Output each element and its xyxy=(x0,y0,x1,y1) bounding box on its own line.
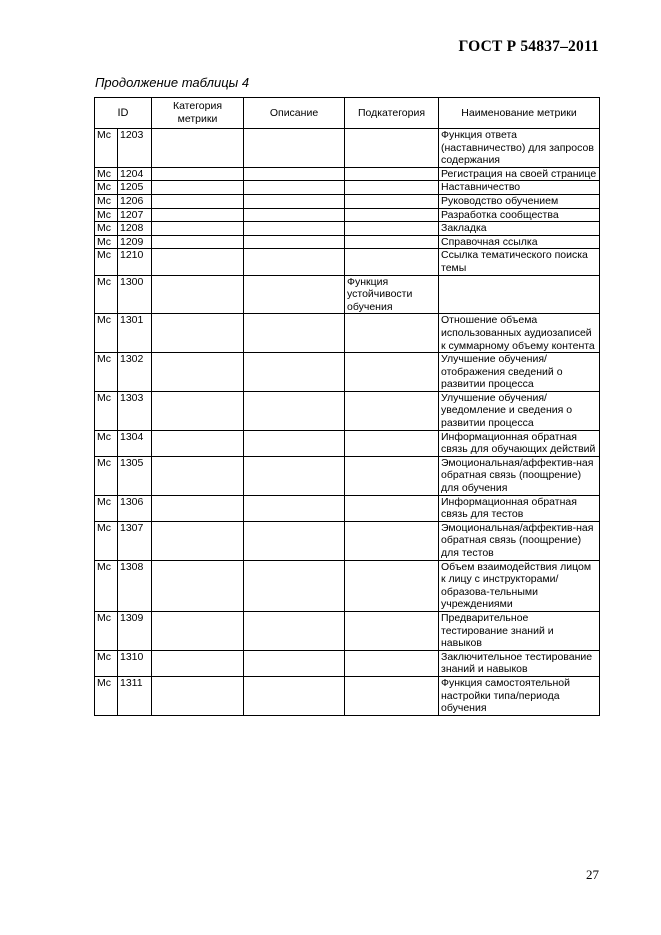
header-category: Категория метрики xyxy=(152,98,244,129)
cell-prefix: Mc xyxy=(95,194,118,208)
cell-prefix: Mc xyxy=(95,456,118,495)
cell-prefix: Mc xyxy=(95,181,118,195)
table-row xyxy=(95,235,600,249)
cell-description xyxy=(244,676,345,715)
cell-metric-name xyxy=(439,275,600,314)
cell-metric-name: Руководство обучением xyxy=(439,194,600,208)
cell-description xyxy=(244,314,345,353)
cell-id: 1305 xyxy=(118,456,152,495)
cell-id: 1204 xyxy=(118,167,152,181)
cell-subcategory xyxy=(345,235,439,249)
cell-category xyxy=(152,353,244,392)
cell-id: 1209 xyxy=(118,235,152,249)
cell-subcategory xyxy=(345,181,439,195)
cell-id: 1311 xyxy=(118,676,152,715)
cell-description xyxy=(244,194,345,208)
cell-metric-name: Наставничество xyxy=(439,181,600,195)
cell-description xyxy=(244,611,345,650)
cell-description xyxy=(244,181,345,195)
cell-id: 1301 xyxy=(118,314,152,353)
cell-category xyxy=(152,167,244,181)
table-row xyxy=(95,208,600,222)
cell-prefix: Mc xyxy=(95,167,118,181)
cell-metric-name: Эмоциональная/аффектив-ная обратная связь (поощрение) для обучения xyxy=(439,456,600,495)
cell-id: 1208 xyxy=(118,222,152,236)
cell-subcategory xyxy=(345,611,439,650)
cell-id: 1304 xyxy=(118,430,152,456)
cell-category xyxy=(152,222,244,236)
cell-subcategory xyxy=(345,650,439,676)
cell-metric-name: Функция ответа (наставничество) для запросов содержания xyxy=(439,129,600,168)
cell-category xyxy=(152,391,244,430)
cell-id: 1210 xyxy=(118,249,152,275)
cell-id: 1207 xyxy=(118,208,152,222)
table-row xyxy=(95,391,600,430)
cell-prefix: Mc xyxy=(95,560,118,611)
cell-metric-name: Улучшение обучения/уведомление и сведения о развитии процесса xyxy=(439,391,600,430)
cell-description xyxy=(244,129,345,168)
table-row xyxy=(95,129,600,168)
header-metric-name: Наименование метрики xyxy=(439,98,600,129)
cell-metric-name: Отношение объема использованных аудиозаписей к суммарному объему контента xyxy=(439,314,600,353)
table-row xyxy=(95,194,600,208)
table-row xyxy=(95,222,600,236)
cell-metric-name: Информационная обратная связь для обучающих действий xyxy=(439,430,600,456)
cell-subcategory xyxy=(345,353,439,392)
cell-prefix: Mc xyxy=(95,222,118,236)
cell-prefix: Mc xyxy=(95,391,118,430)
cell-category xyxy=(152,611,244,650)
cell-id: 1205 xyxy=(118,181,152,195)
table-header-row xyxy=(95,98,600,129)
table-row xyxy=(95,560,600,611)
cell-subcategory xyxy=(345,560,439,611)
cell-category xyxy=(152,314,244,353)
cell-id: 1308 xyxy=(118,560,152,611)
cell-description xyxy=(244,391,345,430)
cell-subcategory xyxy=(345,391,439,430)
table-row xyxy=(95,167,600,181)
cell-description xyxy=(244,495,345,521)
cell-subcategory xyxy=(345,249,439,275)
table-row xyxy=(95,495,600,521)
cell-metric-name: Предварительное тестирование знаний и навыков xyxy=(439,611,600,650)
cell-subcategory xyxy=(345,430,439,456)
cell-id: 1307 xyxy=(118,521,152,560)
cell-id: 1306 xyxy=(118,495,152,521)
header-description: Описание xyxy=(244,98,345,129)
cell-prefix: Mc xyxy=(95,430,118,456)
cell-category xyxy=(152,456,244,495)
cell-description xyxy=(244,222,345,236)
cell-metric-name: Функция самостоятельной настройки типа/периода обучения xyxy=(439,676,600,715)
cell-description xyxy=(244,167,345,181)
cell-category xyxy=(152,208,244,222)
cell-category xyxy=(152,676,244,715)
cell-metric-name: Справочная ссылка xyxy=(439,235,600,249)
cell-id: 1206 xyxy=(118,194,152,208)
cell-prefix: Mc xyxy=(95,208,118,222)
cell-metric-name: Разработка сообщества xyxy=(439,208,600,222)
cell-metric-name: Заключительное тестирование знаний и навыков xyxy=(439,650,600,676)
cell-metric-name: Информационная обратная связь для тестов xyxy=(439,495,600,521)
cell-id: 1309 xyxy=(118,611,152,650)
cell-category xyxy=(152,275,244,314)
cell-subcategory: Функция устойчивости обучения xyxy=(345,275,439,314)
page-number: 27 xyxy=(586,867,599,882)
cell-prefix: Mc xyxy=(95,353,118,392)
cell-id: 1303 xyxy=(118,391,152,430)
table-row xyxy=(95,249,600,275)
cell-category xyxy=(152,249,244,275)
cell-subcategory xyxy=(345,676,439,715)
cell-subcategory xyxy=(345,521,439,560)
cell-description xyxy=(244,353,345,392)
cell-prefix: Mc xyxy=(95,676,118,715)
cell-subcategory xyxy=(345,314,439,353)
cell-id: 1300 xyxy=(118,275,152,314)
cell-description xyxy=(244,650,345,676)
cell-category xyxy=(152,181,244,195)
table-row xyxy=(95,353,600,392)
cell-subcategory xyxy=(345,456,439,495)
cell-description xyxy=(244,235,345,249)
cell-description xyxy=(244,521,345,560)
cell-subcategory xyxy=(345,194,439,208)
cell-category xyxy=(152,235,244,249)
header-subcategory: Подкатегория xyxy=(345,98,439,129)
cell-metric-name: Ссылка тематического поиска темы xyxy=(439,249,600,275)
table-row xyxy=(95,314,600,353)
cell-description xyxy=(244,249,345,275)
cell-subcategory xyxy=(345,495,439,521)
table-row xyxy=(95,521,600,560)
cell-description xyxy=(244,275,345,314)
table-body xyxy=(95,129,600,716)
cell-prefix: Mc xyxy=(95,275,118,314)
table-row xyxy=(95,650,600,676)
cell-prefix: Mc xyxy=(95,611,118,650)
cell-description xyxy=(244,208,345,222)
cell-category xyxy=(152,129,244,168)
table-row xyxy=(95,181,600,195)
cell-prefix: Mc xyxy=(95,521,118,560)
table-row xyxy=(95,430,600,456)
cell-id: 1310 xyxy=(118,650,152,676)
table-row xyxy=(95,275,600,314)
metrics-table xyxy=(94,97,600,716)
cell-prefix: Mc xyxy=(95,235,118,249)
cell-metric-name: Регистрация на своей странице xyxy=(439,167,600,181)
cell-category xyxy=(152,194,244,208)
cell-id: 1302 xyxy=(118,353,152,392)
cell-category xyxy=(152,650,244,676)
table-continuation-caption: Продолжение таблицы 4 xyxy=(95,75,250,90)
cell-category xyxy=(152,495,244,521)
cell-category xyxy=(152,560,244,611)
cell-metric-name: Улучшение обучения/отображения сведений о развитии процесса xyxy=(439,353,600,392)
cell-subcategory xyxy=(345,208,439,222)
cell-description xyxy=(244,456,345,495)
cell-prefix: Mc xyxy=(95,495,118,521)
cell-prefix: Mc xyxy=(95,314,118,353)
table-row xyxy=(95,611,600,650)
cell-prefix: Mc xyxy=(95,249,118,275)
cell-metric-name: Закладка xyxy=(439,222,600,236)
cell-metric-name: Эмоциональная/аффектив-ная обратная связь (поощрение) для тестов xyxy=(439,521,600,560)
cell-id: 1203 xyxy=(118,129,152,168)
header-id: ID xyxy=(95,98,152,129)
cell-metric-name: Объем взаимодействия лицом к лицу с инструкторами/образова-тельными учреждениями xyxy=(439,560,600,611)
table-row xyxy=(95,456,600,495)
cell-description xyxy=(244,430,345,456)
cell-category xyxy=(152,521,244,560)
cell-subcategory xyxy=(345,222,439,236)
cell-prefix: Mc xyxy=(95,129,118,168)
cell-subcategory xyxy=(345,129,439,168)
table-row xyxy=(95,676,600,715)
cell-subcategory xyxy=(345,167,439,181)
standard-code: ГОСТ Р 54837–2011 xyxy=(458,38,599,55)
cell-description xyxy=(244,560,345,611)
cell-category xyxy=(152,430,244,456)
cell-prefix: Mc xyxy=(95,650,118,676)
